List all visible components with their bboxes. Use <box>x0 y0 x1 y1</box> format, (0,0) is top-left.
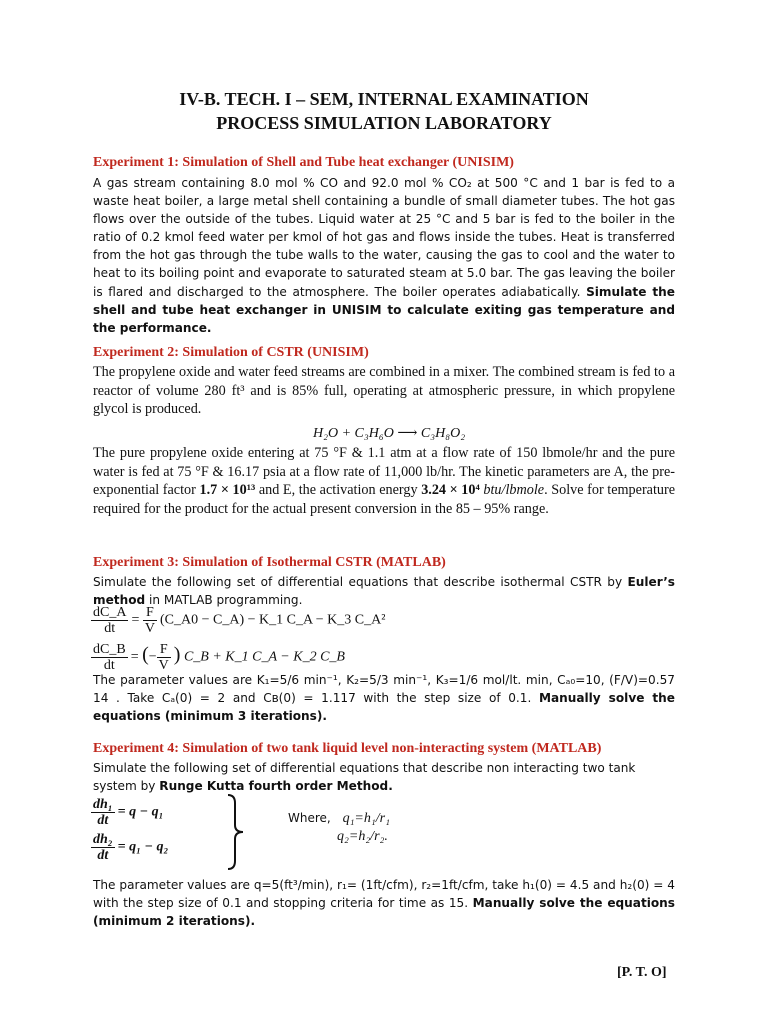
experiment-2-details <box>93 444 675 518</box>
experiment-3-intro-text: Simulate the following set of differential equations that describe isothermal CSTR by <box>93 575 623 589</box>
experiment-4-params <box>93 876 675 930</box>
q2-definition: q₂=h₂/r₂. <box>337 829 388 844</box>
experiment-4-heading: Experiment 4: Simulation of two tank liquid level non-interacting system (MATLAB) <box>93 741 602 756</box>
experiment-3-params <box>93 671 675 725</box>
eq4-numerator: dh₂ <box>93 832 113 847</box>
pre-exponential-factor: 1.7 × 10¹³ <box>199 482 256 498</box>
experiment-2-heading: Experiment 2: Simulation of CSTR (UNISIM) <box>93 345 369 360</box>
q1-definition: q₁=h₁/r₁ <box>342 811 390 826</box>
experiment-2-task: . Solve for temperature required for the product for the actual present conversion in the 85 – 95% range. <box>93 482 676 517</box>
where-label <box>288 811 390 827</box>
euler-method-label: Euler’s method <box>93 575 675 608</box>
experiment-3-heading: Experiment 3: Simulation of Isothermal CSTR (MATLAB) <box>93 555 446 570</box>
exam-title: IV-B. TECH. I – SEM, INTERNAL EXAMINATION <box>179 89 589 109</box>
experiment-2-intro: The propylene oxide and water feed streams are combined in a mixer. The combined stream is fed to a reactor of volume 280 ft³ and is 85% full, operating at atmospheric pressure, in which propylene glycol is produced. <box>93 364 675 417</box>
experiment-3-task: Manually solve the equations (minimum 3 iterations). <box>93 691 675 724</box>
equation-dca-dt: $\frac{dC\_A}{dt}$ = $\frac{F}{V}$ (C_A0 − C_A) − K_1 C_A − K_3 C_A² <box>93 605 386 636</box>
runge-kutta-label: Runge Kutta fourth order Method. <box>159 779 393 794</box>
eq4-denominator: dt <box>97 848 109 863</box>
experiment-3-intro <box>93 573 675 609</box>
eq1-denominator: dt <box>104 621 116 636</box>
eq3-numerator: dh₁ <box>93 797 113 812</box>
eq1-numerator: dC_A <box>93 605 127 620</box>
eq2-denominator: dt <box>103 658 115 673</box>
experiment-3-intro-end: in MATLAB programming. <box>149 593 303 608</box>
equation-dcb-dt: $\frac{dC\_B}{dt}$ = (− $\frac{F}{V}$ ) C_B + K_1 C_A − K_2 C_B <box>93 642 345 673</box>
equation-dh1-dt <box>91 797 164 828</box>
experiment-1-heading: Experiment 1: Simulation of Shell and Tube heat exchanger (UNISIM) <box>93 155 514 170</box>
lab-title: PROCESS SIMULATION LABORATORY <box>216 113 552 133</box>
eq4-rhs: = q₁ − q₂ <box>117 839 169 855</box>
activation-energy-label: and E, the activation energy <box>258 482 418 498</box>
activation-energy-value: 3.24 × 10⁴ <box>421 482 480 498</box>
experiment-3-param-values: The parameter values are K₁=5/6 min⁻¹, K₂=5/3 min⁻¹, K₃=1/6 mol/lt. min, Cₐ₀=10, (F/V)=0.57 14 . Take Cₐ(0) = 2 and Cʙ(0) = 1.117 with the step size of 0.1. <box>93 673 675 706</box>
experiment-4-intro <box>93 759 653 795</box>
activation-energy-unit: btu/lbmole <box>483 482 545 498</box>
reaction-equation: H₂O + C₃H₆O ⟶ C₃H₈O₂ <box>313 426 466 441</box>
eq1-rhs: (C_A0 − C_A) − K_1 C_A − K_3 C_A² <box>159 612 386 628</box>
experiment-2-conditions: The pure propylene oxide entering at 75 °F & 1.1 atm at a flow rate of 150 lbmole/hr and the pure water is fed at 75 °F & 16.17 psia at a flow rate of 11,000 lb/hr. The kinetic parameters are A, the pre-exponential factor <box>93 445 675 498</box>
eq2-numerator: dC_B <box>93 642 126 657</box>
experiment-1-description: A gas stream containing 8.0 mol % CO and 92.0 mol % CO₂ at 500 °C and 1 bar is fed to a waste heat boiler, a large metal shell containing a bundle of small diameter tubes. The hot gas flows over the outside of the tubes. Liquid water at 25 °C and 5 bar is fed to the boiler in the ratio of 0.2 kmol feed water per kmol of hot gas and flows inside the tubes. Heat is transferred from the hot gas through the tube walls to the water, causing the gas to cool and the water to heat to its boiling point and evaporate to saturated steam at 5.0 bar. The gas leaving the boiler is flared and discharged to the atmosphere. The boiler operates adiabatically. <box>93 176 675 299</box>
eq3-rhs: = q − q₁ <box>117 804 164 820</box>
experiment-1-text <box>93 174 675 337</box>
experiment-4-intro-text: Simulate the following set of differential equations that describe non interacting two tank system by <box>93 761 636 794</box>
page-turn-over: [P. T. O] <box>617 965 667 980</box>
right-brace <box>226 793 246 871</box>
experiment-4-task: Manually solve the equations (minimum 2 iterations). <box>93 896 675 929</box>
experiment-4-param-values: The parameter values are q=5(ft³/min), r₁= (1ft/cfm), r₂=1ft/cfm, take h₁(0) = 4.5 and h₂(0) = 4 with the step size of 0.1 and stopping criteria for time as 15. <box>93 878 675 911</box>
equation-dh2-dt <box>91 832 168 863</box>
eq2-rhs: C_B + K_1 C_A − K_2 C_B <box>183 649 345 665</box>
eq3-denominator: dt <box>97 813 109 828</box>
experiment-1-task: Simulate the shell and tube heat exchanger in UNISIM to calculate exiting gas temperature and the performance. <box>93 284 675 335</box>
where-text: Where, <box>288 811 331 825</box>
